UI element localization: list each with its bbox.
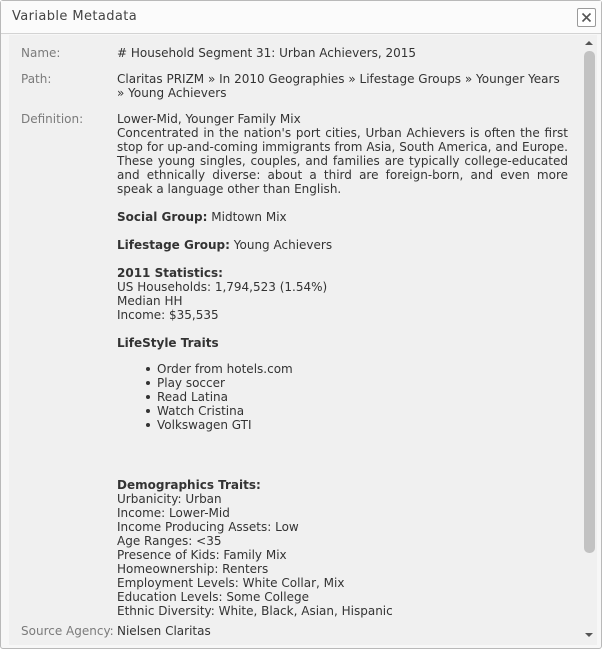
demographics-line: Ethnic Diversity: White, Black, Asian, Hispanic [117,604,393,618]
list-item: Volkswagen GTI [117,418,568,432]
definition-description: Concentrated in the nation's port cities, Urban Achievers is often the first stop for up-and-coming immigrants from Asia, South America, and Europe. These young singles, couples, and families are typically college-educated and ethnically diverse: about a third are foreign-born, and even more speak a language other than English. [117,126,568,196]
source-agency-label: Source Agency: [21,624,114,638]
lifestage-group-label: Lifestage Group: [117,238,230,252]
list-item: Watch Cristina [117,404,568,418]
demographics-heading: Demographics Traits: [117,478,261,492]
path-label: Path: [21,72,52,86]
demographics-line: Age Ranges: <35 [117,534,222,548]
definition-value [117,112,568,618]
path-value: Claritas PRIZM » In 2010 Geographies » Lifestage Groups » Younger Years » Young Achievers [117,72,560,100]
lifestyle-list [117,362,568,432]
name-label: Name: [21,46,61,60]
statistics-line: US Households: 1,794,523 (1.54%) [117,280,328,294]
social-group-label: Social Group: [117,210,208,224]
demographics-line: Homeownership: Renters [117,562,269,576]
demographics-line: Income Producing Assets: Low [117,520,299,534]
list-item: Play soccer [117,376,568,390]
list-item: Order from hotels.com [117,362,568,376]
list-item: Read Latina [117,390,568,404]
vertical-scrollbar[interactable] [581,35,597,645]
statistics-line: Median HH [117,294,183,308]
social-group-value: Midtown Mix [207,210,287,224]
dialog-titlebar [1,1,601,34]
scroll-up-arrow-icon[interactable] [584,38,594,48]
demographics-line: Presence of Kids: Family Mix [117,548,287,562]
lifestyle-heading: LifeStyle Traits [117,336,219,350]
scroll-down-arrow-icon[interactable] [584,630,594,640]
definition-subtitle: Lower-Mid, Younger Family Mix [117,112,301,126]
metadata-panel[interactable] [9,35,597,645]
lifestage-group [117,238,568,252]
definition-label: Definition: [21,112,84,126]
social-group [117,210,568,224]
statistics-line: Income: $35,535 [117,308,219,322]
source-agency-value: Nielsen Claritas [117,624,211,638]
scrollbar-thumb[interactable] [584,51,595,553]
close-button[interactable] [577,8,596,27]
statistics-heading: 2011 Statistics: [117,266,223,280]
demographics-line: Employment Levels: White Collar, Mix [117,576,345,590]
lifestage-group-value: Young Achievers [229,238,333,252]
demographics-line: Education Levels: Some College [117,590,309,604]
dialog-title: Variable Metadata [12,9,138,24]
close-x-icon [581,12,592,23]
demographics-line: Income: Lower-Mid [117,506,230,520]
demographics-line: Urbanicity: Urban [117,492,222,506]
name-value: # Household Segment 31: Urban Achievers, 2015 [117,46,416,60]
